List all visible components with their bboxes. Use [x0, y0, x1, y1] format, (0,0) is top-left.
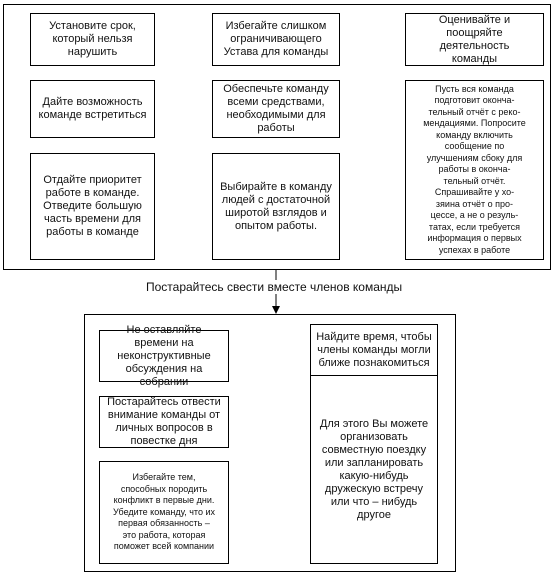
box-divert-personal-issues — [99, 396, 229, 448]
box-final-report-text: Пусть вся команда подготовит окончa- тельный отчёт с реко- мендациями. Попросите команду включить сообщение по улучшениям сбоку для работы в оконча- тельный отчёт. Спрашивайте у хо- зяина отчёт о про- цессе, а не о резуль- татах, если требуется информация о первых успехах в работе — [423, 83, 526, 255]
box-prioritize-teamwork-text: Отдайте приоритет работе в команде. Отведите большую часть времени для работы в команде — [43, 174, 142, 238]
box-final-report — [405, 80, 544, 260]
box-select-team-members — [212, 153, 340, 260]
box-avoid-restrictive-charter-text: Избегайте слишком ограничивающего Устава для команды — [223, 20, 329, 58]
box-find-time-to-meet-text: Найдите время, чтобы члены команды могли ближе познакомиться — [316, 330, 432, 369]
connector-label: Постарайтесь свести вместе членов команды — [146, 280, 403, 294]
box-find-time-to-meet — [310, 324, 438, 376]
box-let-team-meet — [30, 80, 155, 138]
box-no-unproductive-discussion-text: Не оставляйте времени на неконструктивные обсуждения на собрании — [117, 323, 211, 388]
box-organize-trip — [310, 375, 438, 564]
box-no-unproductive-discussion — [99, 323, 229, 388]
box-avoid-conflict-topics — [99, 461, 229, 564]
box-divert-personal-issues-text: Постарайтесь отвести внимание команды от личных вопросов в повестке дня — [107, 396, 221, 447]
box-avoid-restrictive-charter — [212, 13, 340, 66]
box-set-deadline-text: Установите срок, который нельзя нарушить — [49, 20, 136, 58]
box-provide-resources — [212, 80, 340, 138]
box-set-deadline — [30, 13, 155, 66]
box-evaluate-reward — [405, 13, 544, 66]
box-prioritize-teamwork — [30, 153, 155, 260]
box-provide-resources-text: Обеспечьте команду всеми средствами, необходимыми для работы — [223, 83, 329, 134]
box-select-team-members-text: Выбирайте в команду людей с достаточной широтой взглядов и опытом работы. — [220, 180, 332, 232]
box-avoid-conflict-topics-text: Избегайте тем, способных породить конфликт в первые дни. Убедите команду, что их первая обязанность – это работа, которая поможет всей компании — [113, 472, 215, 552]
box-organize-trip-text: Для этого Вы можете организовать совместную поездку или запланировать какую-нибудь дружескую встречу или что – нибудь другое — [319, 417, 429, 521]
box-evaluate-reward-text: Оценивайте и поощряйте деятельность команды — [438, 13, 511, 65]
box-let-team-meet-text: Дайте возможность команде встретиться — [38, 96, 147, 121]
